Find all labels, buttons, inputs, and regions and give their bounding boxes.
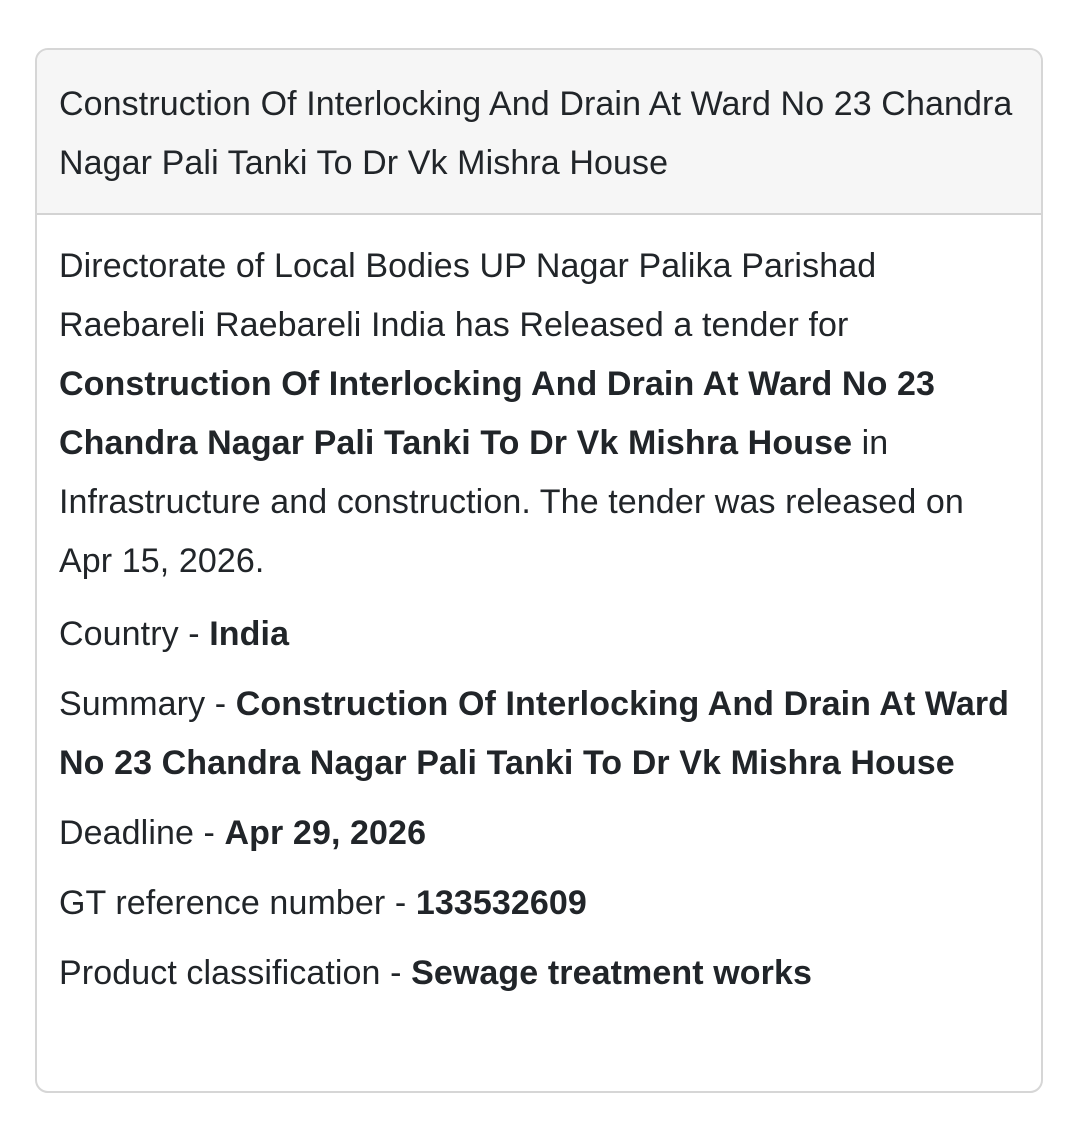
detail-row-gt-reference: [59, 874, 1019, 933]
tender-title: Construction Of Interlocking And Drain At Ward No 23 Chandra Nagar Pali Tanki To Dr Vk Mishra House: [59, 85, 1013, 182]
description-prefix: Directorate of Local Bodies UP Nagar Palika Parishad Raebareli Raebareli India has Released a tender for: [59, 247, 877, 344]
detail-value: 133532609: [415, 884, 587, 922]
detail-label: Country -: [59, 615, 210, 653]
detail-label: Summary -: [59, 685, 236, 723]
description-tender-title: Construction Of Interlocking And Drain At Ward No 23 Chandra Nagar Pali Tanki To Dr Vk Mishra House: [59, 365, 936, 462]
detail-row-product-classification: [59, 944, 1019, 1003]
detail-label: Product classification -: [59, 954, 412, 992]
detail-row-country: [59, 605, 1019, 664]
detail-value: India: [209, 615, 290, 653]
detail-value: Apr 29, 2026: [224, 814, 427, 852]
tender-card-body: [37, 215, 1041, 1034]
detail-value: Sewage treatment works: [411, 954, 812, 992]
detail-label: GT reference number -: [59, 884, 416, 922]
detail-row-deadline: [59, 804, 1019, 863]
tender-description: [59, 237, 1019, 591]
detail-value: Construction Of Interlocking And Drain At Ward No 23 Chandra Nagar Pali Tanki To Dr Vk Mishra House: [59, 685, 1010, 782]
tender-card: [35, 48, 1043, 1093]
detail-label: Deadline -: [59, 814, 225, 852]
detail-row-summary: [59, 675, 1019, 793]
description-suffix: in Infrastructure and construction. The tender was released on Apr 15, 2026.: [59, 424, 964, 580]
tender-title-header: [37, 50, 1041, 215]
